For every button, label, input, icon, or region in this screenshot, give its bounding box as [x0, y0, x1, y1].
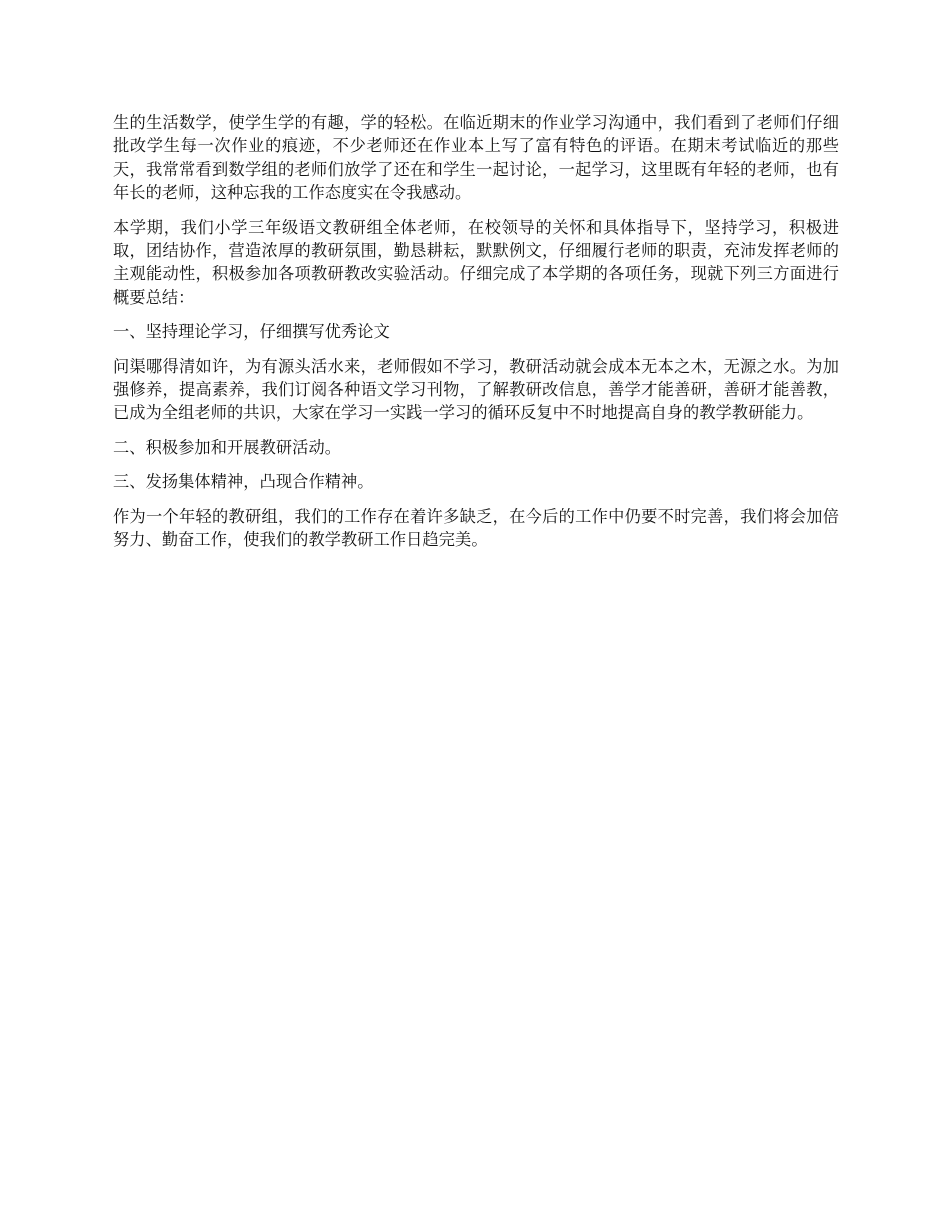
- section-heading-theory-study: 一、坚持理论学习，仔细撰写优秀论文: [113, 322, 390, 342]
- paragraph-math-teachers: 生的生活数学，使学生学的有趣，学的轻松。在临近期末的作业学习沟通中，我们看到了老师们仔细批改学生每一次作业的痕迹，不少老师还在作业本上写了富有特色的评语。在期末考试临近的那些天，我常常看到数学组的老师们放学了还在和学生一起讨论，一起学习，这里既有年轻的老师，也有年长的老师，这种忘我的工作态度实在令我感动。: [113, 113, 839, 203]
- paragraph-semester-intro: 本学期，我们小学三年级语文教研组全体老师，在校领导的关怀和具体指导下，坚持学习，积极进取，团结协作，营造浓厚的教研氛围，勤恳耕耘，默默例文，仔细履行老师的职责，充沛发挥老师的主观能动性，积极参加各项教研教改实验活动。仔细完成了本学期的各项任务，现就下列三方面进行概要总结：: [113, 217, 839, 307]
- document-page: [113, 111, 839, 563]
- paragraph-theory-study: 问渠哪得清如许，为有源头活水来，老师假如不学习，教研活动就会成本无本之木，无源之水。为加强修养，提高素养，我们订阅各种语文学习刊物，了解教研改信息，善学才能善研，善研才能善教，已成为全组老师的共识，大家在学习一实践一学习的循环反复中不时地提高自身的教学教研能力。: [113, 356, 839, 423]
- paragraph-conclusion: 作为一个年轻的教研组，我们的工作存在着许多缺乏，在今后的工作中仍要不时完善，我们将会加倍努力、勤奋工作，使我们的教学教研工作日趋完美。: [113, 506, 839, 550]
- section-heading-research-activities: 二、积极参加和开展教研活动。: [113, 437, 342, 457]
- section-heading-collective-spirit: 三、发扬集体精神，凸现合作精神。: [113, 472, 374, 492]
